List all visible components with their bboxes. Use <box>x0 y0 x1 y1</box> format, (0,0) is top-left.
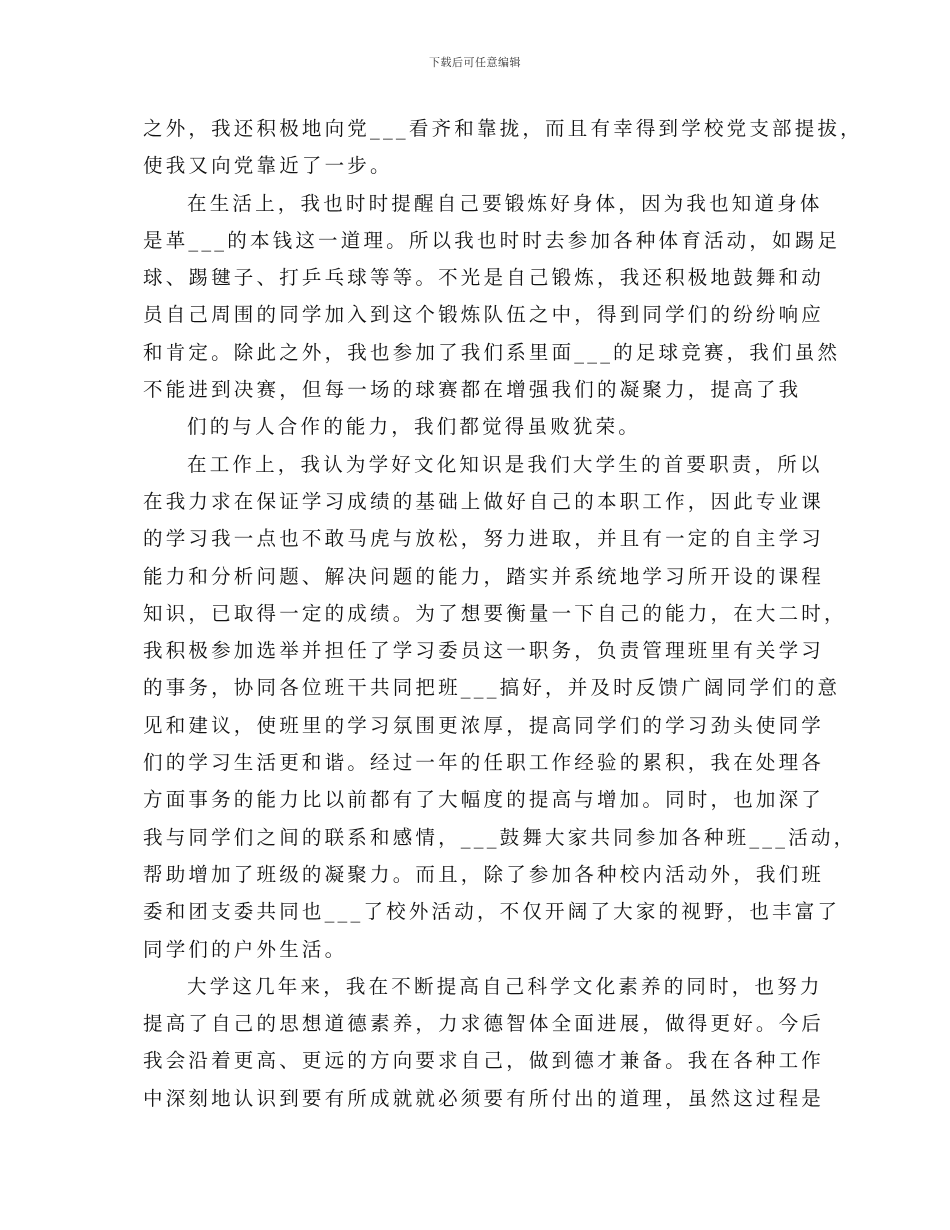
text-line: 能力和分析问题、解决问题的能力，踏实并系统地学习所开设的课程 <box>143 564 825 588</box>
text-line: 大学这几年来，我在不断提高自己科学文化素养的同时，也努力 <box>187 974 823 998</box>
text-line: 使我又向党靠近了一步。 <box>143 154 393 178</box>
document-body <box>143 110 863 1117</box>
text-line: 的学习我一点也不敢马虎与放松，努力进取，并且有一定的自主学习 <box>143 527 825 551</box>
text-line: 球、踢毽子、打乒乓球等等。不光是自己锻炼，我还积极地鼓舞和动 <box>143 266 825 290</box>
text-line: 委和团支委共同也___了校外活动，不仅开阔了大家的视野，也丰富了 <box>143 900 841 924</box>
text-line: 中深刻地认识到要有所成就就必须要有所付出的道理，虽然这过程是 <box>143 1086 825 1110</box>
text-line: 之外，我还积极地向党___看齐和靠拢，而且有幸得到学校党支部提拔， <box>143 117 863 140</box>
text-line: 我会沿着更高、更远的方向要求自己，做到德才兼备。我在各种工作 <box>143 1049 825 1073</box>
text-line: 是革___的本钱这一道理。所以我也时时去参加各种体育活动，如踢足 <box>143 228 841 252</box>
text-line: 在生活上，我也时时提醒自己要锻炼好身体，因为我也知道身体 <box>187 191 823 215</box>
page-header: 下载后可任意编辑 <box>429 56 521 69</box>
text-line: 帮助增加了班级的凝聚力。而且，除了参加各种校内活动外，我们班 <box>143 862 825 886</box>
text-line: 们的学习生活更和谐。经过一年的任职工作经验的累积，我在处理各 <box>143 751 825 775</box>
text-line: 员自己周围的同学加入到这个锻炼队伍之中，得到同学们的纷纷响应 <box>143 303 825 327</box>
text-line: 提高了自己的思想道德素养，力求德智体全面进展，做得更好。今后 <box>143 1012 825 1036</box>
text-line: 不能进到决赛，但每一场的球赛都在增强我们的凝聚力，提高了我 <box>143 378 802 402</box>
text-line: 我与同学们之间的联系和感情，___鼓舞大家共同参加各种班___活动， <box>143 825 857 849</box>
text-line: 的事务，协同各位班干共同把班___搞好，并及时反馈广阔同学们的意 <box>143 676 841 700</box>
text-line: 们的与人合作的能力，我们都觉得虽败犹荣。 <box>187 415 642 439</box>
text-line: 我积极参加选举并担任了学习委员这一职务，负责管理班里有关学习 <box>143 639 825 663</box>
text-line: 知识，已取得一定的成绩。为了想要衡量一下自己的能力，在大二时， <box>143 601 847 625</box>
text-line: 见和建议，使班里的学习氛围更浓厚，提高同学们的学习劲头使同学 <box>143 713 825 737</box>
text-line: 同学们的户外生活。 <box>143 937 348 961</box>
text-line: 和肯定。除此之外，我也参加了我们系里面___的足球竞赛，我们虽然 <box>143 340 841 364</box>
text-line: 在我力求在保证学习成绩的基础上做好自己的本职工作，因此专业课 <box>143 489 825 513</box>
text-line: 在工作上，我认为学好文化知识是我们大学生的首要职责，所以 <box>187 452 823 476</box>
text-line: 方面事务的能力比以前都有了大幅度的提高与增加。同时，也加深了 <box>143 788 825 812</box>
